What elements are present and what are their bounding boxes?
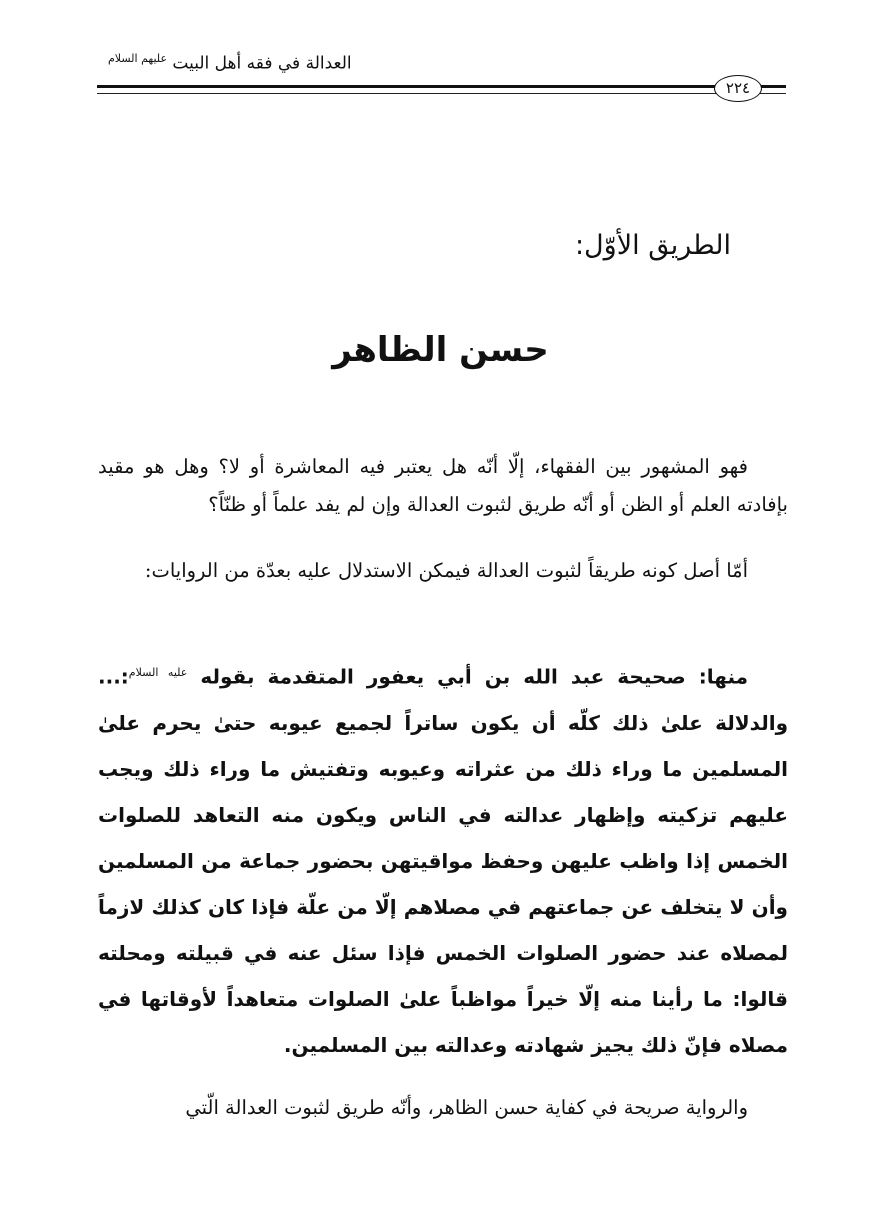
- honorific-ligature: عليهم السلام: [108, 52, 168, 65]
- honorific-ligature: عليه السلام: [128, 666, 188, 679]
- running-head: [108, 44, 358, 74]
- paragraph-1: فهو المشهور بين الفقهاء، إلّا أنّه هل يعتبر فيه المعاشرة أو لا؟ وهل هو مقيد بإفادته العلم أو الظن أو أنّه طريق لثبوت العدالة وإن لم يفد علماً أو ظنّاً؟: [98, 455, 788, 516]
- hadith-quote: [98, 650, 788, 1068]
- header-rule-thick: [97, 85, 786, 88]
- running-head-title: العدالة في فقه أهل البيت: [172, 53, 352, 74]
- section-label: الطريق الأوّل:: [574, 230, 731, 261]
- paragraph-3: والرواية صريحة في كفاية حسن الظاهر، وأنّه طريق لثبوت العدالة الّتي: [185, 1096, 748, 1119]
- paragraph-2: أمّا أصل كونه طريقاً لثبوت العدالة فيمكن الاستدلال عليه بعدّة من الروايات:: [144, 559, 748, 582]
- hadith-quote-lead: منها: صحيحة عبد الله بن أبي يعفور المتقدمة بقوله: [200, 664, 749, 689]
- header-rule-thin: [97, 93, 786, 94]
- section-title: حسن الظاهر: [332, 330, 549, 370]
- page-number: ٢٢٤: [714, 75, 762, 102]
- hadith-quote-body: :... والدلالة علىٰ ذلك كلّه أن يكون ساتراً لجميع عيوبه حتىٰ يحرم علىٰ المسلمين ما وراء ذلك من عثراته وعيوبه وتفتيش ما وراء ذلك ويجب عليهم تزكيته وإظهار عدالته في الناس ويكون منه التعاهد للصلوات الخمس إذا واظب عليهن وحفظ مواقيتهن بحضور جماعة من المسلمين وأن لا يتخلف عن جماعتهم في مصلاهم إلّا من علّة فإذا كان كذلك لازماً لمصلاه عند حضور الصلوات الخمس فإذا سئل عنه في قبيلته ومحلته قالوا: ما رأينا منه إلّا خيراً مواظباً علىٰ الصلوات متعاهداً لأوقاتها في مصلاه فإنّ ذلك يجيز شهادته وعدالته بين المسلمين.: [98, 664, 788, 1057]
